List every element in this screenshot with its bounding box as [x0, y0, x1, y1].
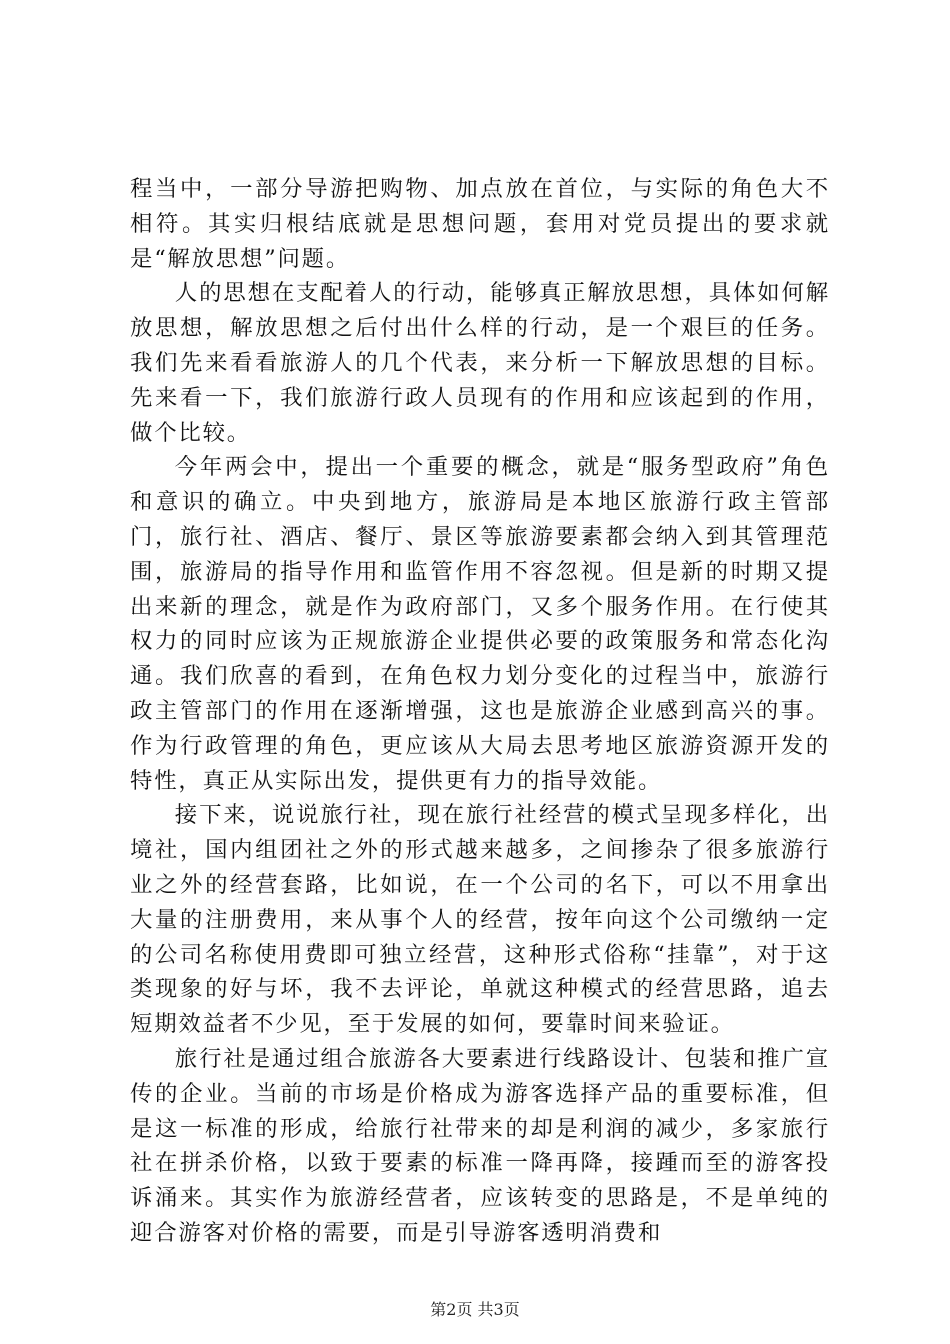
- document-body: [130, 172, 830, 1251]
- page-number-footer: 第2页 共3页: [430, 1300, 520, 1319]
- paragraph-5: 旅行社是通过组合旅游各大要素进行线路设计、包装和推广宣传的企业。当前的市场是价格成为游客选择产品的重要标准，但是这一标准的形成，给旅行社带来的却是利润的减少，多家旅行社在拼杀价格，以致于要素的标准一降再降，接踵而至的游客投诉涌来。其实作为旅游经营者，应该转变的思路是，不是单纯的迎合游客对价格的需要，而是引导游客透明消费和: [130, 1045, 830, 1246]
- paragraph-3: 今年两会中，提出一个重要的概念，就是“服务型政府”角色和意识的确立。中央到地方，旅游局是本地区旅游行政主管部门，旅行社、酒店、餐厅、景区等旅游要素都会纳入到其管理范围，旅游局的指导作用和监管作用不容忽视。但是新的时期又提出来新的理念，就是作为政府部门，又多个服务作用。在行使其权力的同时应该为正规旅游企业提供必要的政策服务和常态化沟通。我们欣喜的看到，在角色权力划分变化的过程当中，旅游行政主管部门的作用在逐渐增强，这也是旅游企业感到高兴的事。作为行政管理的角色，更应该从大局去思考地区旅游资源开发的特性，真正从实际出发，提供更有力的指导效能。: [130, 454, 830, 794]
- paragraph-4: 接下来，说说旅行社，现在旅行社经营的模式呈现多样化，出境社，国内组团社之外的形式越来越多，之间掺杂了很多旅游行业之外的经营套路，比如说，在一个公司的名下，可以不用拿出大量的注册费用，来从事个人的经营，按年向这个公司缴纳一定的公司名称使用费即可独立经营，这种形式俗称“挂靠”，对于这类现象的好与坏，我不去评论，单就这种模式的经营思路，追去短期效益者不少见，至于发展的如何，要靠时间来验证。: [130, 802, 830, 1038]
- paragraph-2: 人的思想在支配着人的行动，能够真正解放思想，具体如何解放思想，解放思想之后付出什么样的行动，是一个艰巨的任务。我们先来看看旅游人的几个代表，来分析一下解放思想的目标。先来看一下，我们旅游行政人员现有的作用和应该起到的作用，做个比较。: [130, 280, 830, 446]
- paragraph-1: 程当中，一部分导游把购物、加点放在首位，与实际的角色大不相符。其实归根结底就是思想问题，套用对党员提出的要求就是“解放思想”问题。: [130, 176, 830, 272]
